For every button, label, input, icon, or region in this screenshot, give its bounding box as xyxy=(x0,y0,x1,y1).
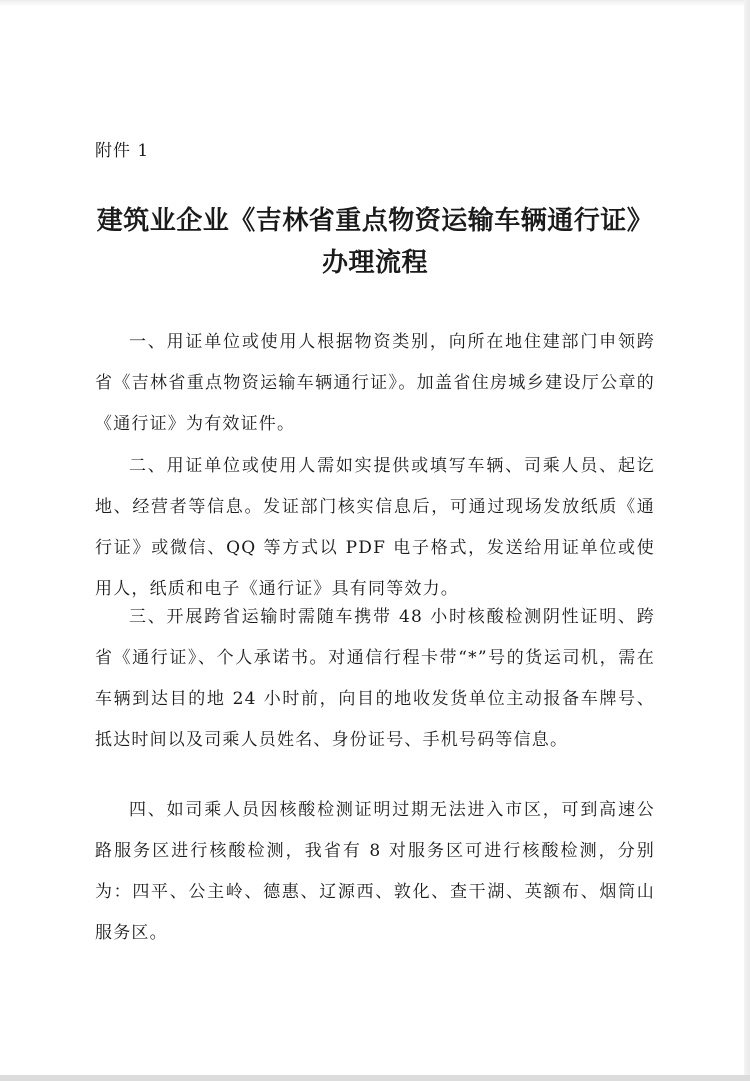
scan-top-edge xyxy=(0,0,750,6)
document-title-line-2: 办理流程 xyxy=(321,248,428,278)
paragraph-3: 三、开展跨省运输时需随车携带 48 小时核酸检测阴性证明、跨省《通行证》、个人承诺书。对通信行程卡带“*”号的货运司机，需在车辆到达目的地 24 小时前，向目的地收发货单位主动报备车牌号、抵达时间以及司乘人员姓名、身份证号、手机号码等信息。 xyxy=(95,607,655,750)
paragraph-2: 二、用证单位或使用人需如实提供或填写车辆、司乘人员、起讫地、经营者等信息。发证部门核实信息后，可通过现场发放纸质《通行证》或微信、QQ 等方式以 PDF 电子格式，发送给用证单位或使用人，纸质和电子《通行证》具有同等效力。 xyxy=(95,456,655,599)
paragraph-1: 一、用证单位或使用人根据物资类别，向所在地住建部门申领跨省《吉林省重点物资运输车辆通行证》。加盖省住房城乡建设厅公章的《通行证》为有效证件。 xyxy=(95,332,655,434)
scan-right-edge xyxy=(744,0,750,1081)
document-title-line-1: 建筑业企业《吉林省重点物资运输车辆通行证》 xyxy=(96,206,654,236)
paragraph-4: 四、如司乘人员因核酸检测证明过期无法进入市区，可到高速公路服务区进行核酸检测，我省有 8 对服务区可进行核酸检测，分别为：四平、公主岭、德惠、辽源西、敦化、查干湖、英额布、烟筒山服务区。 xyxy=(95,800,655,943)
attachment-label: 附件 1 xyxy=(95,141,150,161)
scan-bottom-edge xyxy=(0,1075,750,1081)
